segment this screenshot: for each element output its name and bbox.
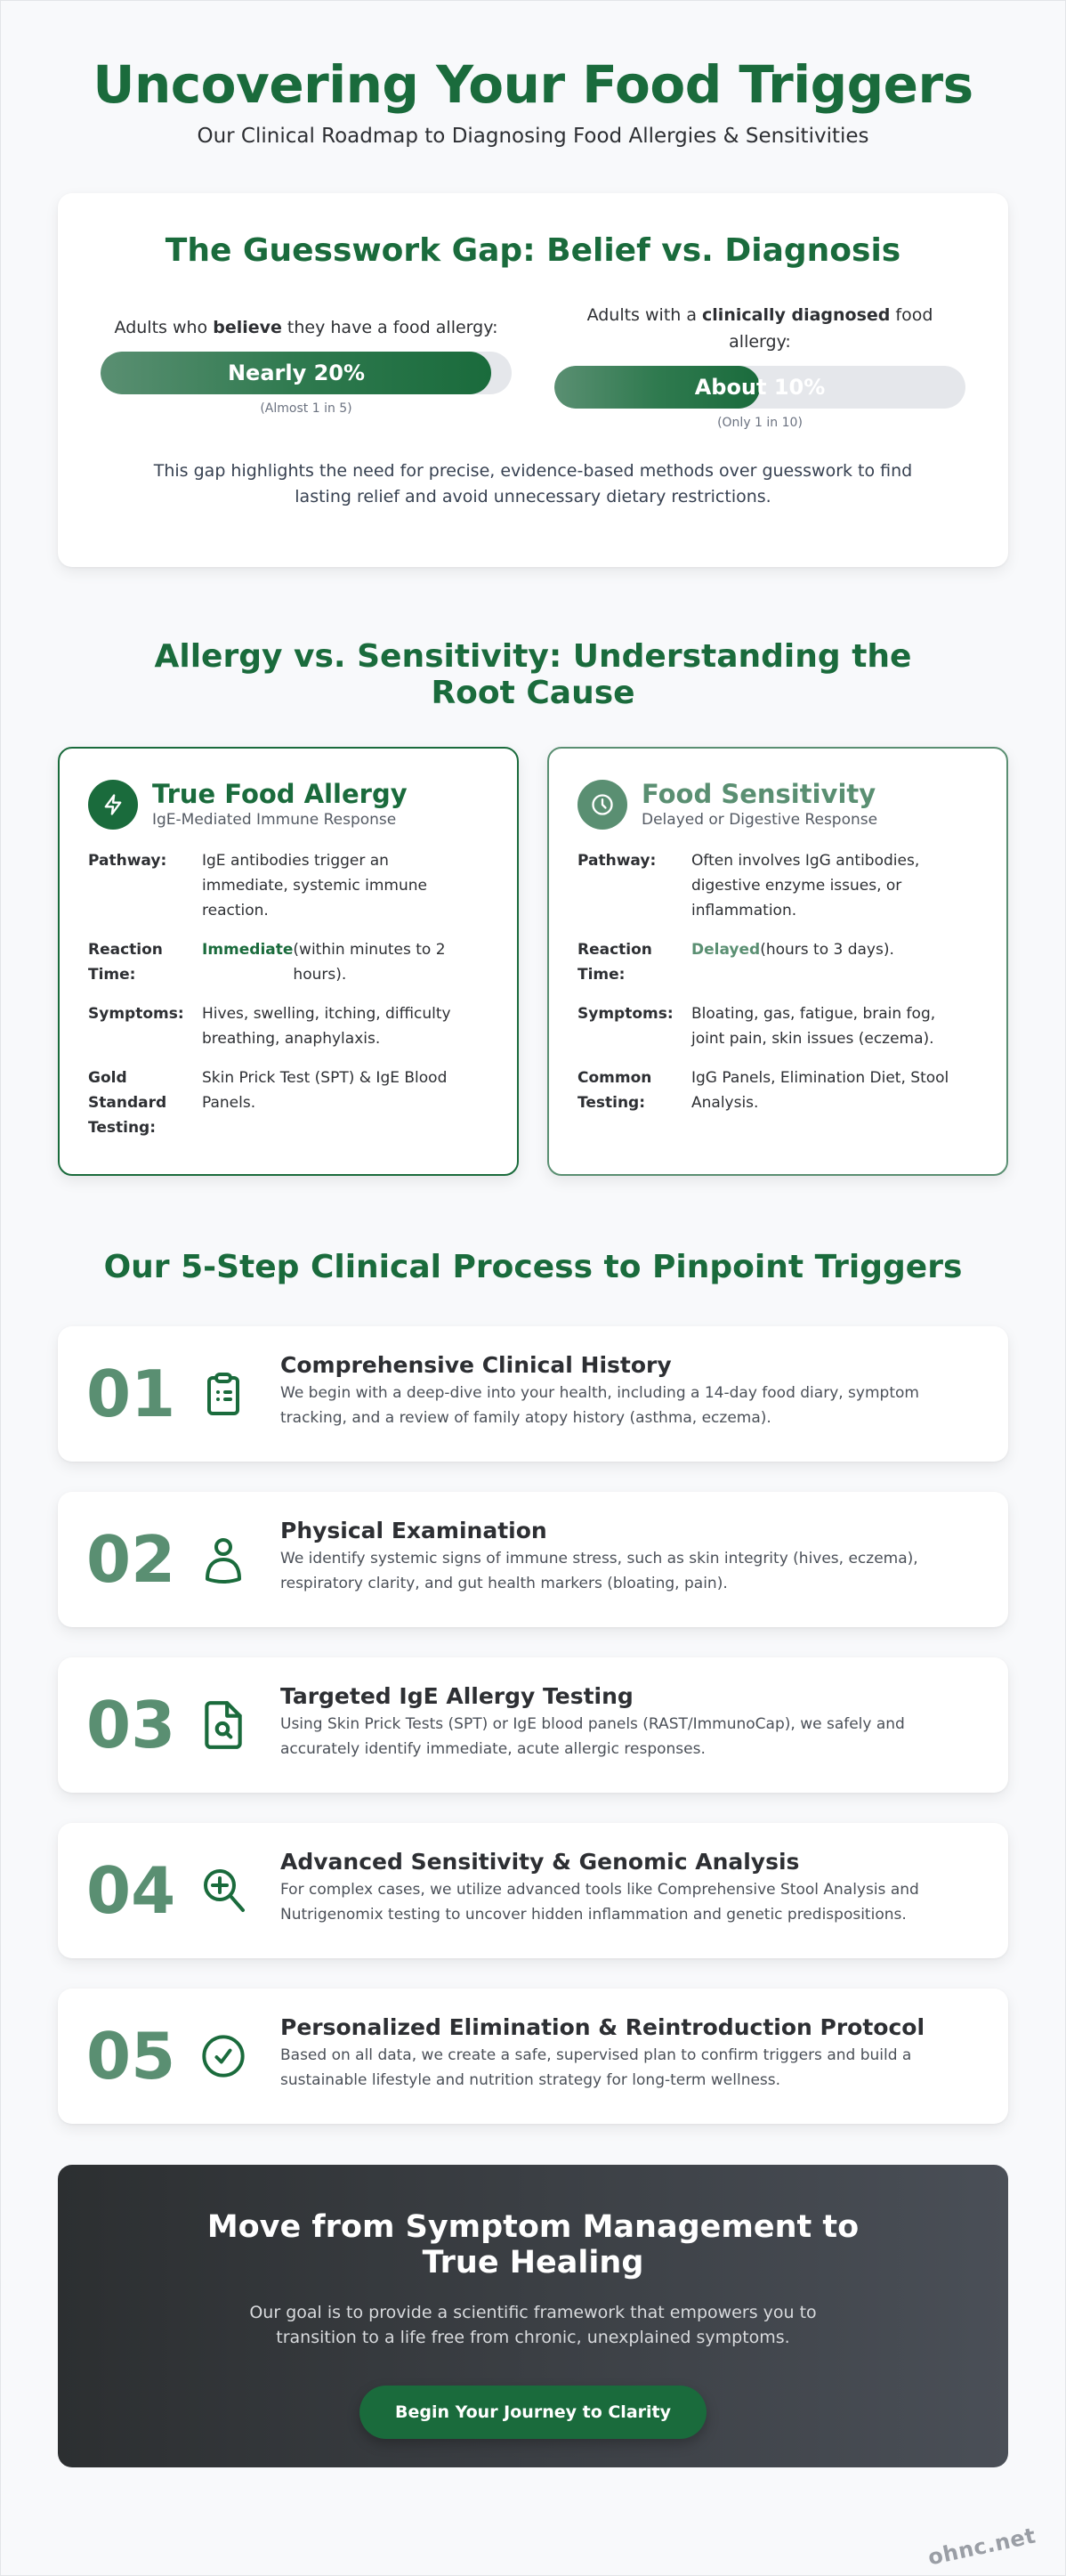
allergy-card-subtitle: IgE-Mediated Immune Response [152, 811, 397, 829]
belief-bar-text: Nearly 20% [227, 360, 366, 385]
user-icon [200, 1536, 246, 1583]
belief-label-bold: believe [213, 318, 282, 337]
gap-explanation: This gap highlights the need for precise, evidence-based methods over guesswork to find lasting relief and avoid unnecessary dietary restrictions. [153, 461, 913, 506]
belief-progress-track [101, 352, 512, 394]
row-value: IgE antibodies trigger an immediate, systemic immune reaction. [202, 852, 427, 919]
reaction-detail: (hours to 3 days). [760, 941, 894, 959]
process-step-3 [58, 1657, 1008, 1793]
diagnosed-note: (Only 1 in 10) [717, 416, 803, 430]
allergy-row-testing [88, 1065, 489, 1140]
reaction-highlight: Delayed [691, 941, 761, 959]
page-subtitle: Our Clinical Roadmap to Diagnosing Food Allergies & Sensitivities [197, 125, 869, 148]
row-value: Often involves IgG antibodies, digestive enzyme issues, or inflammation. [691, 852, 920, 919]
diagnosed-label [554, 302, 965, 355]
reaction-highlight: Immediate [202, 941, 294, 959]
row-key: Reaction Time: [88, 941, 163, 984]
allergy-details [88, 848, 489, 1140]
comparison-cards [58, 747, 1008, 1176]
food-sensitivity-card [547, 747, 1008, 1176]
process-title: Our 5-Step Clinical Process to Pinpoint Triggers [103, 1249, 963, 1285]
row-value: Bloating, gas, fatigue, brain fog, joint pain, skin issues (eczema). [691, 1005, 936, 1048]
belief-stat [101, 302, 512, 433]
process-step-5 [58, 1989, 1008, 2124]
page [58, 1, 1008, 2467]
row-value: IgG Panels, Elimination Diet, Stool Analysis. [691, 1069, 949, 1112]
lightning-icon [88, 780, 138, 830]
step-title: Personalized Elimination & Reintroduction Protocol [280, 2014, 925, 2040]
diagnosed-label-post: food allergy: [729, 305, 933, 352]
row-key: Gold Standard Testing: [88, 1069, 167, 1137]
page-title: Uncovering Your Food Triggers [93, 54, 973, 115]
comparison-title: Allergy vs. Sensitivity: Understanding the Root Cause [154, 638, 912, 711]
process-step-1 [58, 1326, 1008, 1462]
step-description: We identify systemic signs of immune stress, such as skin integrity (hives, eczema), respiratory clarity, and gut health markers (bloating, pain). [280, 1550, 918, 1592]
sensitivity-row-reaction-time [577, 937, 978, 987]
step-number: 05 [86, 2019, 176, 2094]
process-step-4 [58, 1823, 1008, 1958]
sensitivity-row-symptoms [577, 1001, 978, 1051]
row-key: Symptoms: [88, 1005, 184, 1023]
check-circle-icon [200, 2033, 246, 2079]
cta-section [58, 2165, 1008, 2467]
row-key: Pathway: [88, 852, 167, 870]
diagnosed-progress-track [554, 366, 965, 409]
sensitivity-card-title: Food Sensitivity [642, 779, 876, 809]
row-key: Symptoms: [577, 1005, 674, 1023]
step-title: Physical Examination [280, 1518, 547, 1543]
sensitivity-row-pathway [577, 848, 978, 923]
row-key: Pathway: [577, 852, 657, 870]
sensitivity-row-testing [577, 1065, 978, 1115]
file-search-icon [200, 1702, 246, 1748]
gap-title: The Guesswork Gap: Belief vs. Diagnosis [165, 232, 901, 269]
process-step-2 [58, 1492, 1008, 1627]
step-description: We begin with a deep-dive into your health, including a 14-day food diary, symptom tracking, and a review of family atopy history (asthma, eczema). [280, 1384, 919, 1427]
allergy-card-title: True Food Allergy [152, 779, 408, 809]
cta-title: Move from Symptom Management to True Healing [206, 2209, 860, 2280]
reaction-detail: (within minutes to 2 hours). [293, 941, 446, 984]
guesswork-gap-card [58, 193, 1008, 567]
begin-journey-button[interactable]: Begin Your Journey to Clarity [359, 2386, 707, 2439]
allergy-row-symptoms [88, 1001, 489, 1051]
sensitivity-card-subtitle: Delayed or Digestive Response [642, 811, 878, 829]
row-value [202, 937, 489, 987]
step-number: 03 [86, 1688, 176, 1762]
step-description: For complex cases, we utilize advanced tools like Comprehensive Stool Analysis and Nutrigenomix testing to uncover hidden inflammation and genetic predispositions. [280, 1881, 919, 1924]
row-key: Reaction Time: [577, 941, 652, 984]
zoom-in-icon [200, 1867, 246, 1914]
step-title: Targeted IgE Allergy Testing [280, 1683, 634, 1709]
clock-icon [577, 780, 627, 830]
row-value: Skin Prick Test (SPT) & IgE Blood Panels. [202, 1069, 448, 1112]
gap-comparison-bars [58, 302, 1008, 433]
watermark: ohnc.net [925, 2523, 1038, 2571]
allergy-row-pathway [88, 848, 489, 923]
sensitivity-details [577, 848, 978, 1115]
diagnosed-label-pre: Adults with a [586, 305, 703, 325]
step-description: Using Skin Prick Tests (SPT) or IgE blood panels (RAST/ImmunoCap), we safely and accurately identify immediate, acute allergic responses. [280, 1715, 905, 1758]
row-key: Common Testing: [577, 1069, 652, 1112]
row-value [691, 937, 978, 987]
step-title: Advanced Sensitivity & Genomic Analysis [280, 1849, 800, 1875]
true-food-allergy-card [58, 747, 519, 1176]
step-number: 02 [86, 1522, 176, 1597]
belief-label [115, 314, 498, 341]
diagnosed-label-bold: clinically diagnosed [702, 305, 891, 325]
allergy-card-header [88, 779, 489, 830]
cta-text: Our goal is to provide a scientific framework that empowers you to transition to a life free from chronic, unexplained symptoms. [249, 2303, 817, 2347]
step-number: 01 [86, 1357, 176, 1431]
sensitivity-card-header [577, 779, 978, 830]
step-number: 04 [86, 1853, 176, 1928]
belief-label-pre: Adults who [114, 318, 214, 337]
clipboard-list-icon [200, 1371, 246, 1417]
process-steps [58, 1326, 1008, 2124]
belief-label-post: they have a food allergy: [281, 318, 498, 337]
row-value: Hives, swelling, itching, difficulty breathing, anaphylaxis. [202, 1005, 451, 1048]
belief-note: (Almost 1 in 5) [260, 401, 352, 416]
allergy-row-reaction-time [88, 937, 489, 987]
diagnosed-stat [554, 302, 965, 433]
diagnosed-bar-text: About 10% [694, 375, 826, 400]
step-description: Based on all data, we create a safe, supervised plan to confirm triggers and build a sustainable lifestyle and nutrition strategy for long-term wellness. [280, 2046, 912, 2089]
step-title: Comprehensive Clinical History [280, 1352, 672, 1378]
